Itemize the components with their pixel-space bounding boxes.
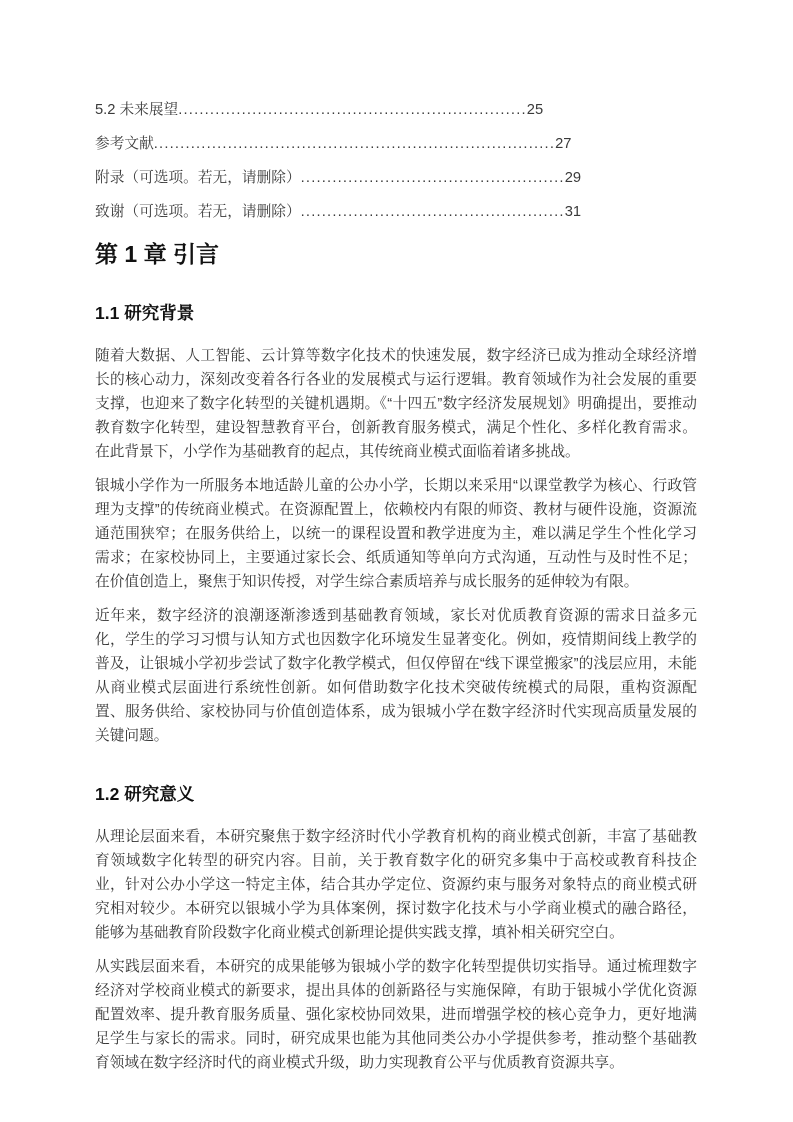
paragraph-significance-1: 从理论层面来看，本研究聚焦于数字经济时代小学教育机构的商业模式创新，丰富了基础教育领域数字化转型的研究内容。目前，关于教育数字化的研究多集中于高校或教育科技企业，针对公办小学这一特定主体，结合其办学定位、资源约束与服务对象特点的商业模式研究相对较少。本研究以银城小学为具体案例，探讨数字化技术与小学商业模式的融合路径，能够为基础教育阶段数字化商业模式创新理论提供实践支撑，填补相关研究空白。 bbox=[95, 829, 697, 941]
paragraph-background-2: 银城小学作为一所服务本地适龄儿童的公办小学，长期以来采用“以课堂教学为核心、行政管理为支撑”的传统商业模式。在资源配置上，依赖校内有限的师资、教材与硬件设施，资源流通范围狭窄；在服务供给上，以统一的课程设置和教学进度为主，难以满足学生个性化学习需求；在家校协同上，主要通过家长会、纸质通知等单向方式沟通，互动性与及时性不足；在价值创造上，聚焦于知识传授，对学生综合素质培养与成长服务的延伸较为有限。 bbox=[95, 478, 697, 590]
toc-entry-label: 附录（可选项。若无，请删除） bbox=[95, 170, 301, 186]
toc-entry-label: 致谢（可选项。若无，请删除） bbox=[95, 204, 301, 220]
toc-page-number: 25 bbox=[526, 102, 544, 118]
section-heading-1-2: 1.2 研究意义 bbox=[95, 784, 195, 804]
paragraph-significance-2: 从实践层面来看，本研究的成果能够为银城小学的数字化转型提供切实指导。通过梳理数字经济对学校商业模式的新要求，提出具体的创新路径与实施保障，有助于银城小学优化资源配置效率、提升教育服务质量、强化家校协同效果，进而增强学校的核心竞争力，更好地满足学生与家长的需求。同时，研究成果也能为其他同类公办小学提供参考，推动整个基础教育领域在数字经济时代的商业模式升级，助力实现教育公平与优质教育资源共享。 bbox=[95, 959, 697, 1071]
toc-tail bbox=[95, 93, 697, 229]
toc-entry-label: 参考文献 bbox=[95, 136, 154, 152]
toc-page-number: 29 bbox=[564, 170, 582, 186]
section-heading-1-1: 1.1 研究背景 bbox=[95, 303, 195, 323]
toc-page-number: 31 bbox=[564, 204, 582, 220]
paragraph-background-1: 随着大数据、人工智能、云计算等数字化技术的快速发展，数字经济已成为推动全球经济增长的核心动力，深刻改变着各行各业的发展模式与运行逻辑。教育领域作为社会发展的重要支撑，也迎来了数字化转型的关键机遇期。《“十四五”数字经济发展规划》明确提出，要推动教育数字化转型，建设智慧教育平台，创新教育服务模式，满足个性化、多样化教育需求。在此背景下，小学作为基础教育的起点，其传统商业模式面临着诸多挑战。 bbox=[95, 348, 697, 460]
toc-entry-future-outlook[interactable] bbox=[95, 93, 697, 127]
toc-leader-dots: .................................................. bbox=[300, 204, 565, 220]
toc-entry-label: 5.2 未来展望 bbox=[95, 102, 179, 118]
toc-leader-dots: ............................................................................ bbox=[153, 136, 556, 152]
chapter-title: 第 1 章 引言 bbox=[95, 241, 219, 267]
toc-leader-dots: .................................................................. bbox=[178, 102, 527, 118]
toc-entry-appendix[interactable] bbox=[95, 161, 697, 195]
toc-page-number: 27 bbox=[555, 136, 572, 152]
toc-entry-references[interactable] bbox=[95, 127, 697, 161]
paragraph-background-3: 近年来，数字经济的浪潮逐渐渗透到基础教育领域，家长对优质教育资源的需求日益多元化，学生的学习习惯与认知方式也因数字化环境发生显著变化。例如，疫情期间线上教学的普及，让银城小学初步尝试了数字化教学模式，但仅停留在“线下课堂搬家”的浅层应用，未能从商业模式层面进行系统性创新。如何借助数字化技术突破传统模式的局限，重构资源配置、服务供给、家校协同与价值创造体系，成为银城小学在数字经济时代实现高质量发展的关键问题。 bbox=[95, 608, 697, 744]
toc-entry-acknowledgements[interactable] bbox=[95, 195, 697, 229]
toc-leader-dots: .................................................. bbox=[300, 170, 565, 186]
